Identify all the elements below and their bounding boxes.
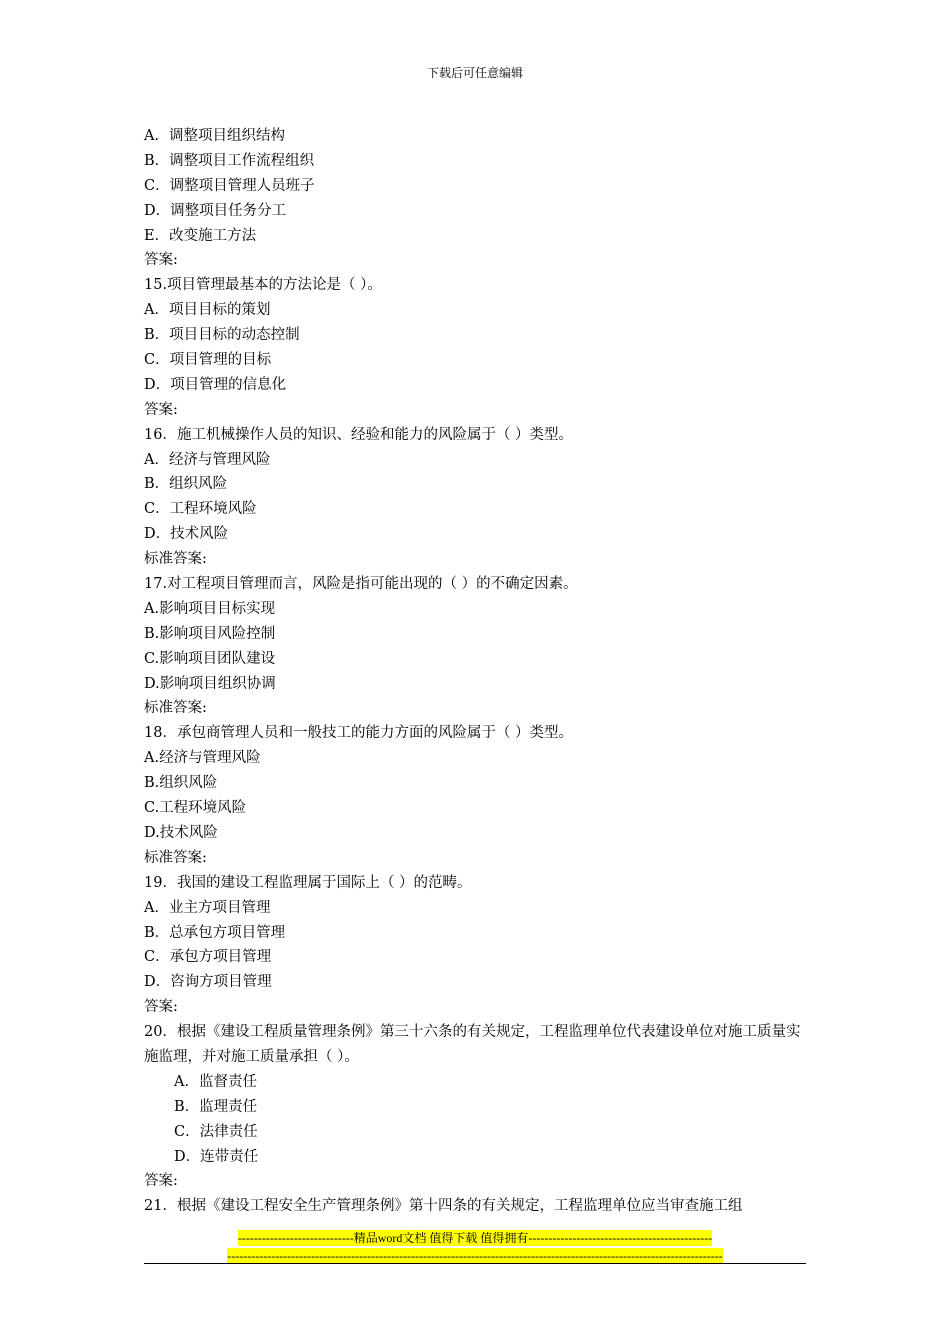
option-line: D.技术风险 <box>144 824 218 841</box>
option-line: A.影响项目目标实现 <box>144 600 276 617</box>
footer-rule <box>144 1263 806 1264</box>
option-line: C．调整项目管理人员班子 <box>144 177 315 194</box>
option-line: C．项目管理的目标 <box>144 352 272 369</box>
option-line: D．项目管理的信息化 <box>144 376 287 393</box>
footer-banner: -----------------------------精品word文档 值得下载 值得拥有---------------------------------------------- <box>237 1231 713 1245</box>
option-line: D．连带责任 <box>174 1148 259 1165</box>
option-line: A．经济与管理风险 <box>144 451 271 468</box>
option-line: D．咨询方项目管理 <box>144 974 272 991</box>
option-line: B．项目目标的动态控制 <box>144 327 300 344</box>
question-15: 15.项目管理最基本的方法论是（ ）。 <box>144 277 382 294</box>
option-line: C.影响项目团队建设 <box>144 650 276 667</box>
page-header: 下载后可任意编辑 <box>426 66 523 80</box>
option-line: C．法律责任 <box>174 1123 258 1140</box>
option-line: A．监督责任 <box>174 1073 257 1090</box>
option-line: D．调整项目任务分工 <box>144 202 287 219</box>
question-17: 17.对工程项目管理而言，风险是指可能出现的（ ）的不确定因素。 <box>144 576 578 593</box>
question-19: 19．我国的建设工程监理属于国际上（ ）的范畴。 <box>144 874 472 891</box>
answer-line: 标准答案: <box>144 700 207 717</box>
document-body <box>144 124 809 1219</box>
option-line: B.组织风险 <box>144 775 218 792</box>
option-line: C．承包方项目管理 <box>144 949 272 966</box>
answer-line: 答案: <box>144 252 178 269</box>
option-line: B．组织风险 <box>144 476 228 493</box>
question-21: 21．根据《建设工程安全生产管理条例》第十四条的有关规定，工程监理单位应当审查施工组 <box>144 1198 743 1215</box>
option-line: A．项目目标的策划 <box>144 302 271 319</box>
option-line: A．调整项目组织结构 <box>144 128 285 144</box>
option-line: C．工程环境风险 <box>144 501 257 518</box>
answer-line: 标准答案: <box>144 551 207 568</box>
option-line: D．技术风险 <box>144 526 229 543</box>
option-line: E．改变施工方法 <box>144 227 257 244</box>
option-line: D.影响项目组织协调 <box>144 675 276 692</box>
answer-line: 答案: <box>144 1173 178 1190</box>
option-line: B.影响项目风险控制 <box>144 625 276 642</box>
answer-line: 答案: <box>144 401 178 418</box>
option-line: B．调整项目工作流程组织 <box>144 152 315 169</box>
option-line: C.工程环境风险 <box>144 800 247 817</box>
page-footer <box>0 1229 950 1265</box>
option-line: B．总承包方项目管理 <box>144 924 286 941</box>
option-line: A．业主方项目管理 <box>144 899 271 916</box>
footer-dash-line: ---------------------------------------------------------------------------------------------------------------------------- <box>227 1249 723 1263</box>
question-16: 16．施工机械操作人员的知识、经验和能力的风险属于（ ）类型。 <box>144 426 574 443</box>
option-line: B．监理责任 <box>174 1098 258 1115</box>
answer-line: 答案: <box>144 999 178 1016</box>
option-line: A.经济与管理风险 <box>144 750 261 767</box>
question-18: 18．承包商管理人员和一般技工的能力方面的风险属于（ ）类型。 <box>144 725 574 742</box>
question-20: 20．根据《建设工程质量管理条例》第三十六条的有关规定，工程监理单位代表建设单位对施工质量实施监理，并对施工质量承担（ ）。 <box>144 1024 801 1065</box>
answer-line: 标准答案: <box>144 849 207 866</box>
